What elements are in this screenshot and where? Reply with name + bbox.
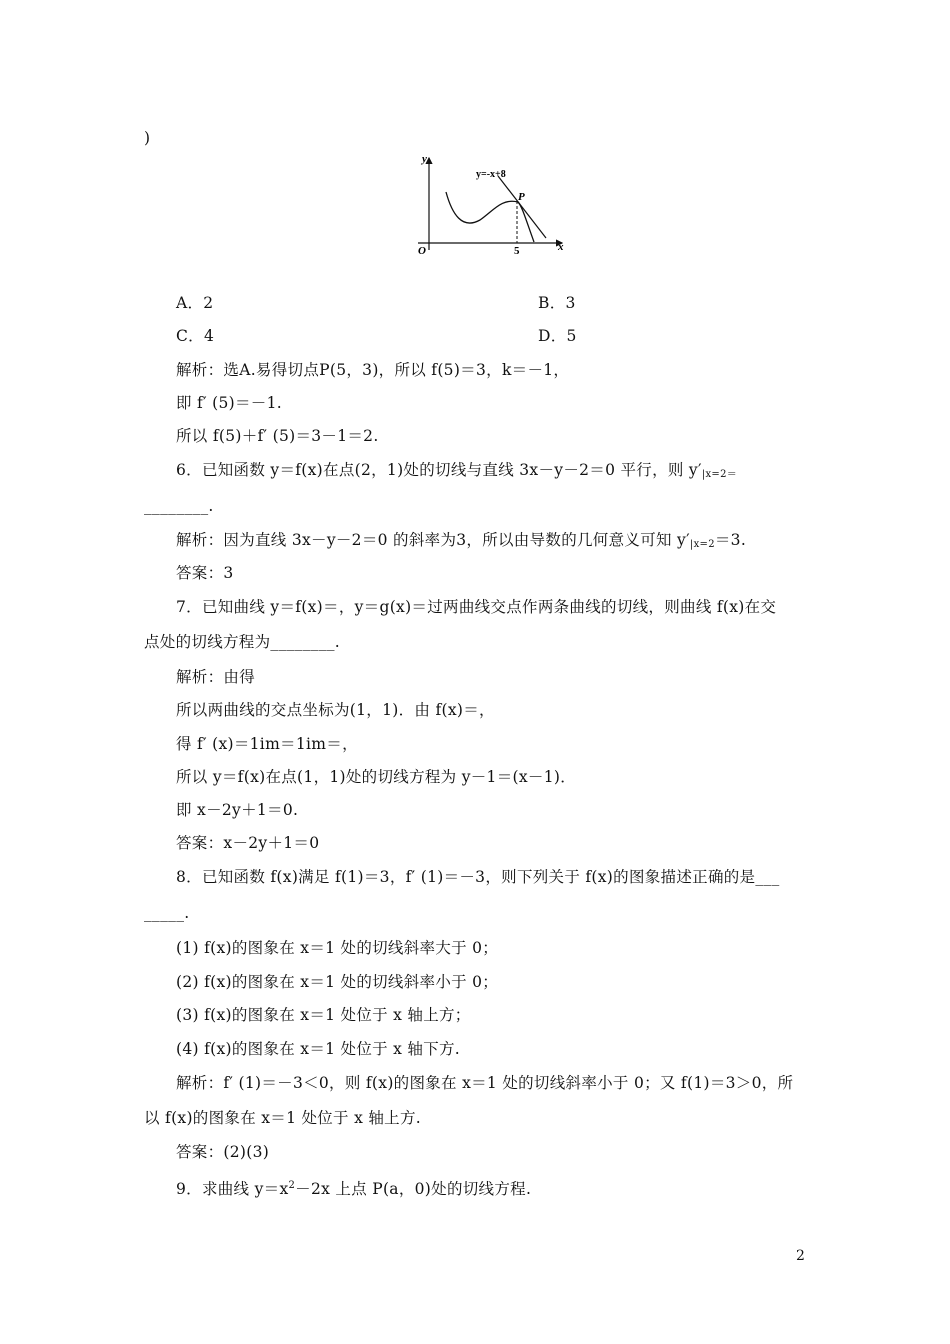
q6-question-subscript: |x=2＝	[701, 469, 738, 480]
q7-answer: 答案：x－2y＋1＝0	[176, 834, 320, 852]
q7-analysis-2: 所以两曲线的交点坐标为(1，1)．由 f(x)＝，	[176, 701, 495, 719]
q8-analysis-1: 解析：f′ (1)＝－3＜0，则 f(x)的图象在 x＝1 处的切线斜率小于 0；又 f(1)＝3＞0，所	[176, 1074, 794, 1092]
q7-analysis-1: 解析：由得	[176, 668, 256, 686]
option-b: B．3	[538, 294, 576, 312]
q8-option-4: (4) f(x)的图象在 x＝1 处位于 x 轴下方.	[176, 1040, 461, 1058]
top-paren: )	[144, 129, 151, 147]
q8-answer: 答案：(2)(3)	[176, 1143, 270, 1161]
q9-text-post: －2x 上点 P(a，0)处的切线方程.	[295, 1180, 532, 1198]
q9-text-pre: 9．求曲线 y＝x	[176, 1180, 289, 1198]
q7-analysis-5: 即 x－2y＋1＝0.	[176, 801, 299, 819]
q8-option-1: (1) f(x)的图象在 x＝1 处的切线斜率大于 0；	[176, 939, 499, 957]
q9-line-1	[176, 1176, 531, 1199]
q9-exponent: 2	[288, 1180, 296, 1191]
q6-question-text: 6．已知函数 y＝f(x)在点(2，1)处的切线与直线 3x－y－2＝0 平行，则 y′	[176, 461, 702, 479]
q8-line-1: 8．已知函数 f(x)满足 f(1)＝3，f′ (1)＝－3，则下列关于 f(x)的图象描述正确的是___	[176, 868, 780, 886]
x-tick-5: 5	[514, 245, 520, 257]
q6-answer: 答案：3	[176, 564, 234, 582]
tangent-figure	[410, 150, 590, 270]
q5-analysis-3: 所以 f(5)＋f′ (5)＝3－1＝2.	[176, 427, 379, 445]
q5-analysis-1: 解析：选A.易得切点P(5，3)，所以 f(5)＝3，k＝－1，	[176, 361, 570, 379]
point-p-label: P	[518, 191, 525, 203]
tangent-line-label: y=-x+8	[476, 169, 506, 180]
y-axis-label: y	[422, 153, 427, 165]
option-c: C．4	[176, 327, 215, 345]
q5-analysis-2: 即 f′ (5)＝－1.	[176, 394, 282, 412]
tangent-line	[498, 176, 546, 238]
page-number: 2	[796, 1248, 806, 1264]
q6-analysis-text: 解析：因为直线 3x－y－2＝0 的斜率为3，所以由导数的几何意义可知 y′	[176, 531, 690, 549]
q7-line-2: 点处的切线方程为________.	[144, 633, 341, 651]
q6-analysis	[176, 530, 746, 555]
q6-analysis-subscript: |x=2	[689, 539, 715, 550]
q6-line-1	[176, 460, 737, 485]
q6-analysis-end: ＝3.	[714, 531, 747, 549]
x-axis-label: x	[558, 241, 564, 253]
q8-analysis-2: 以 f(x)的图象在 x＝1 处位于 x 轴上方.	[144, 1109, 421, 1127]
q8-option-2: (2) f(x)的图象在 x＝1 处的切线斜率小于 0；	[176, 973, 499, 991]
option-a: A．2	[176, 294, 214, 312]
q7-analysis-3: 得 f′ (x)＝1im＝1im＝，	[176, 735, 358, 753]
option-d: D．5	[538, 327, 577, 345]
origin-label: O	[418, 245, 426, 257]
q6-line-2: ________.	[144, 497, 214, 515]
q7-analysis-4: 所以 y＝f(x)在点(1，1)处的切线方程为 y－1＝(x－1)．	[176, 768, 577, 786]
q8-option-3: (3) f(x)的图象在 x＝1 处位于 x 轴上方；	[176, 1006, 471, 1024]
q7-line-1: 7．已知曲线 y＝f(x)＝，y＝g(x)＝过两曲线交点作两条曲线的切线，则曲线 f(x)在交	[176, 598, 777, 616]
q8-line-2: _____.	[144, 904, 190, 922]
